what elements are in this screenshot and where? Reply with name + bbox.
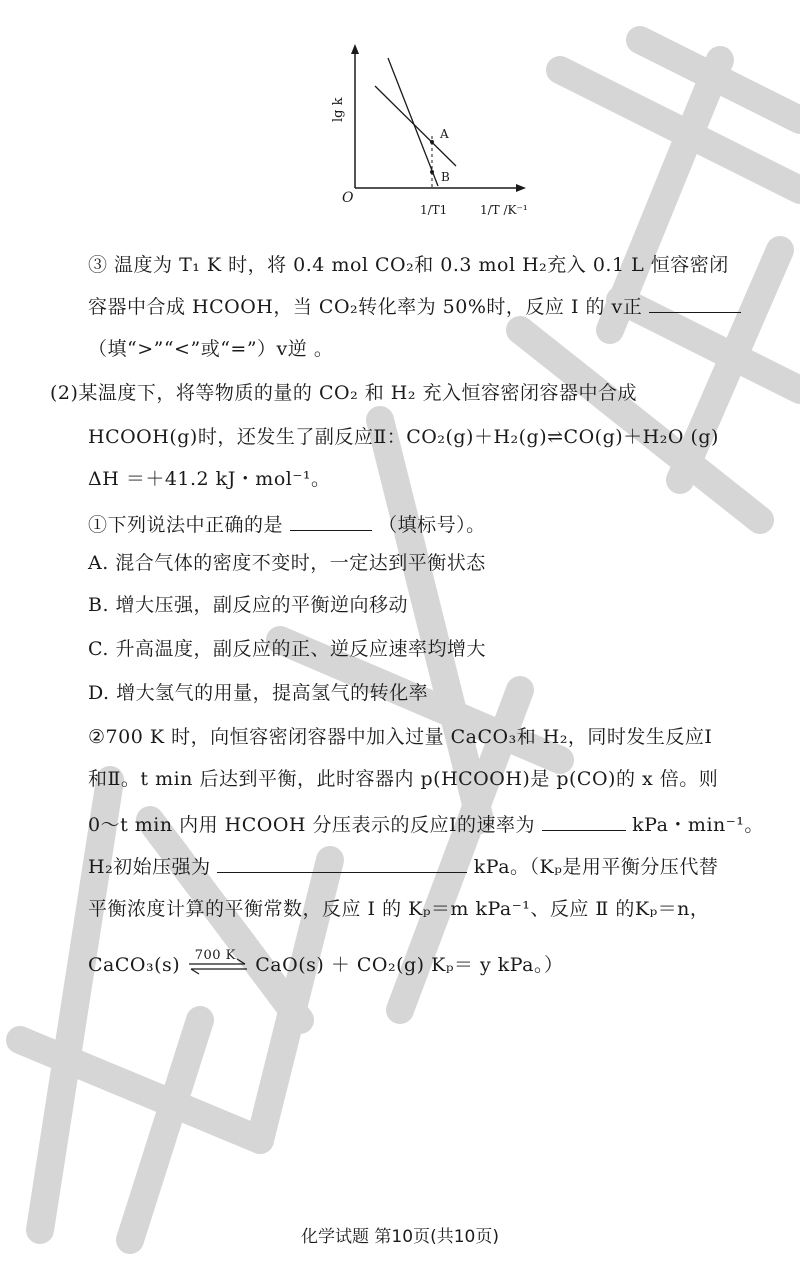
q3-line-2-text: 容器中合成 HCOOH，当 CO₂转化率为 50%时，反应 Ⅰ 的 v正 <box>88 296 643 318</box>
point-a <box>430 140 434 144</box>
q2-1-stem-suffix: （填标号）。 <box>378 514 486 536</box>
line-1 <box>375 86 456 166</box>
reactant-caco3: CaCO₃(s) <box>88 954 181 976</box>
q3-answer-blank[interactable] <box>649 292 741 313</box>
q3-line-3: （填“>”“<”或“=”）v逆 。 <box>88 338 334 360</box>
product-cao-co2: CaO(s) ＋ CO₂(g) Kₚ＝ y kPa。） <box>255 954 564 976</box>
point-a-label: A <box>440 127 449 141</box>
rate-answer-blank[interactable] <box>542 810 626 831</box>
q3-line-2 <box>88 292 741 320</box>
option-c: C. 升高温度，副反应的正、逆反应速率均增大 <box>88 638 486 660</box>
q2-line-2: HCOOH(g)时，还发生了副反应Ⅱ：CO₂(g)＋H₂(g)⇌CO(g)＋H₂O (g) <box>88 426 719 448</box>
y-axis-arrow <box>351 44 359 54</box>
q2-2-line-4-suffix: kPa。（Kₚ是用平衡分压代替 <box>473 856 719 878</box>
page-footer: 化学试题 第10页(共10页) <box>301 1227 499 1247</box>
lgk-vs-inverse-t-graph <box>320 38 540 228</box>
option-d: D. 增大氢气的用量，提高氢气的转化率 <box>88 682 429 704</box>
option-b: B. 增大压强，副反应的平衡逆向移动 <box>88 594 409 616</box>
y-axis-label: lg k <box>331 97 346 122</box>
q2-1-answer-blank[interactable] <box>290 510 372 531</box>
q2-2-line-6 <box>88 948 564 978</box>
origin-label: O <box>342 190 354 206</box>
q2-2-line-1: ②700 K 时，向恒容密闭容器中加入过量 CaCO₃和 H₂，同时发生反应Ⅰ <box>88 726 713 748</box>
q2-1-stem <box>88 510 486 538</box>
x-axis-label: 1/T /K⁻¹ <box>480 203 528 217</box>
q2-line-3: ΔH ＝＋41.2 kJ・mol⁻¹。 <box>88 468 331 490</box>
line-2 <box>388 58 438 186</box>
q2-1-stem-text: ①下列说法中正确的是 <box>88 514 284 536</box>
equilibrium-arrow <box>187 948 249 977</box>
x-tick-label: 1/T1 <box>420 203 448 217</box>
pressure-answer-blank[interactable] <box>217 852 467 873</box>
q2-2-line-5: 平衡浓度计算的平衡常数，反应 Ⅰ 的 Kₚ＝m kPa⁻¹、反应 Ⅱ 的Kₚ＝n， <box>88 898 710 920</box>
q2-2-line-2: 和Ⅱ。t min 后达到平衡，此时容器内 p(HCOOH)是 p(CO)的 x 倍。则 <box>88 768 719 790</box>
q3-line-1: ③ 温度为 T₁ K 时，将 0.4 mol CO₂和 0.3 mol H₂充入 0.1 L 恒容密闭 <box>88 254 729 276</box>
x-axis-arrow <box>516 184 526 192</box>
option-a: A. 混合气体的密度不变时，一定达到平衡状态 <box>88 552 486 574</box>
q2-2-line-4 <box>88 852 718 880</box>
q2-line-1: (2)某温度下，将等物质的量的 CO₂ 和 H₂ 充入恒容密闭容器中合成 <box>50 382 637 404</box>
q2-2-line-4-text: H₂初始压强为 <box>88 856 211 878</box>
arrow-condition-label: 700 K <box>194 948 236 963</box>
q2-2-line-3-text: 0～t min 内用 HCOOH 分压表示的反应Ⅰ的速率为 <box>88 814 536 836</box>
q2-2-line-3-unit: kPa・min⁻¹。 <box>632 814 764 836</box>
point-b-label: B <box>441 170 450 184</box>
point-b <box>430 170 434 174</box>
q2-2-line-3 <box>88 810 764 838</box>
